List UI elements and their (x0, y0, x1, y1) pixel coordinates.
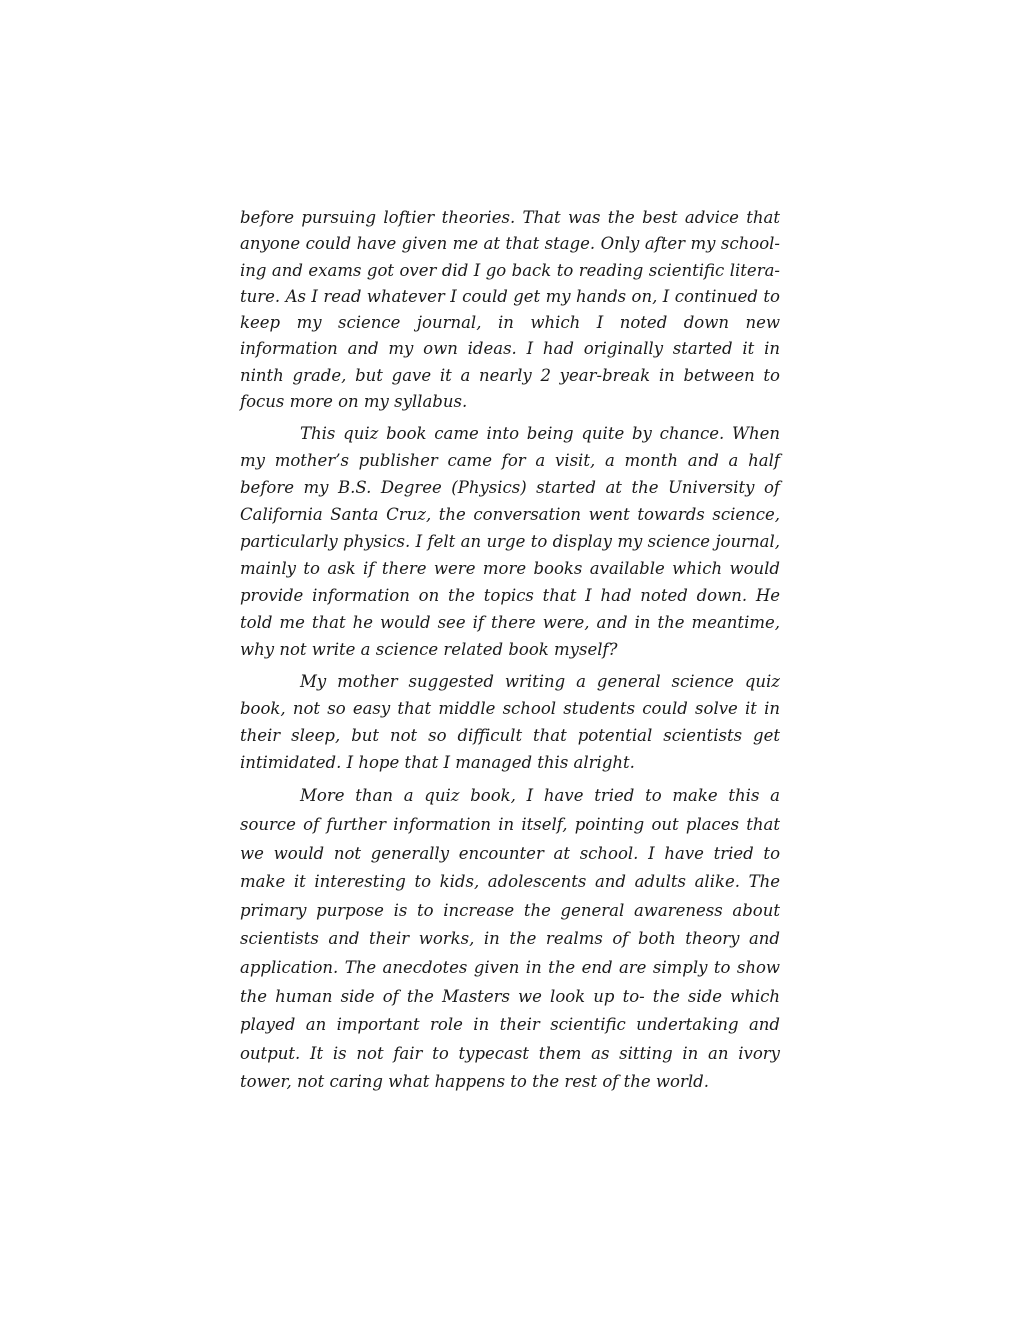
body-text (240, 205, 780, 1097)
paragraph-3: My mother suggested writing a general science quiz book, not so easy that middle school students could solve it in their sleep, but not so difficult that potential scientists get intimidated. I hope that I managed this alright. (240, 672, 780, 773)
paragraph-1: before pursuing loftier theories. That was the best advice that anyone could have given me at that stage. Only after my schooling and exams got over did I go back to reading scientific literature. As I read whatever I could get my hands on, I continued to keep my science journal, in which I noted down new information and my own ideas. I had originally started it in ninth grade, but gave it a nearly 2 year-break in between to focus more on my syllabus. (240, 208, 780, 412)
paragraph-2: This quiz book came into being quite by chance. When my mother’s publisher came for a visit, a month and a half before my B.S. Degree (Physics) started at the University of California Santa Cruz, the conversation went towards science, particularly physics. I felt an urge to display my science journal, mainly to ask if there were more books available which would provide information on the topics that I had noted down. He told me that he would see if there were, and in the meantime, why not write a science related book myself? (240, 424, 780, 660)
paragraph-4: More than a quiz book, I have tried to make this a source of further information in itself, pointing out places that we would not generally encounter at school. I have tried to make it interesting to kids, adolescents and adults alike. The primary purpose is to increase the general awareness about scientists and their works, in the realms of both theory and application. The anecdotes given in the end are simply to show the human side of the Masters we look up to- the side which played an important role in their scientific undertaking and output. It is not fair to typecast them as sitting in an ivory tower, not caring what happens to the rest of the world. (240, 786, 780, 1092)
